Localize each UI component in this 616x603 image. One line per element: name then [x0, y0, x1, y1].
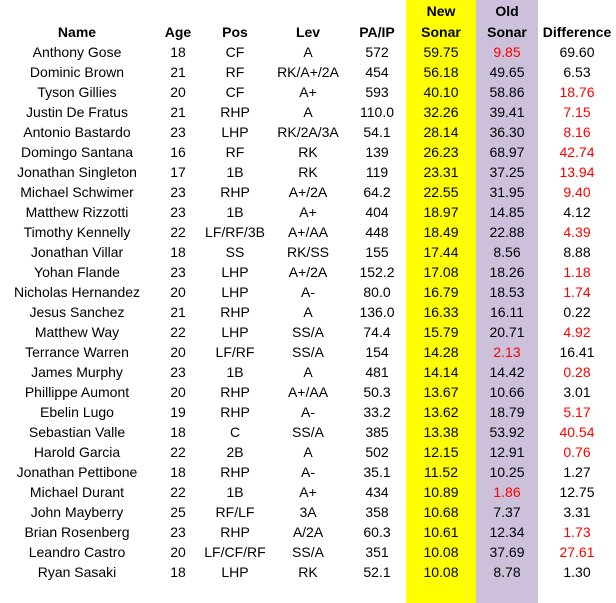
cell-lev: RK/A+/2A: [277, 64, 339, 80]
cell-age: 18: [170, 424, 186, 440]
cell-new-sonar: 22.55: [423, 184, 459, 200]
cell-difference: 1.18: [563, 264, 591, 280]
cell-pa-ip: 64.2: [363, 184, 391, 200]
cell-difference: 1.73: [563, 524, 591, 540]
cell-difference: 8.16: [563, 124, 591, 140]
cell-name: Timothy Kennelly: [23, 224, 131, 240]
header-new-bottom: Sonar: [421, 24, 461, 40]
cell-new-sonar: 10.08: [423, 564, 459, 580]
cell-old-sonar: 16.11: [490, 304, 524, 320]
cell-name: Leandro Castro: [28, 544, 126, 560]
cell-name: Michael Schwimer: [20, 184, 134, 200]
cell-age: 18: [170, 44, 186, 60]
cell-new-sonar: 17.44: [423, 244, 459, 260]
cell-name: Matthew Rizzotti: [25, 204, 129, 220]
cell-pos: 2B: [226, 444, 244, 460]
cell-age: 22: [170, 224, 186, 240]
cell-pos: LHP: [221, 264, 249, 280]
cell-pos: LF/RF: [215, 344, 255, 360]
table-row: [0, 442, 616, 462]
cell-lev: A: [303, 44, 313, 60]
cell-age: 22: [170, 324, 186, 340]
table-row: [0, 462, 616, 482]
cell-old-sonar: 18.26: [489, 264, 525, 280]
table-row: [0, 322, 616, 342]
cell-pa-ip: 154: [365, 344, 389, 360]
table-row: [0, 382, 616, 402]
cell-age: 21: [170, 104, 186, 120]
cell-pa-ip: 572: [365, 44, 389, 60]
table-row: [0, 302, 616, 322]
cell-name: Jonathan Villar: [30, 244, 124, 260]
cell-lev: 3A: [299, 504, 317, 520]
cell-name: Justin De Fratus: [26, 104, 128, 120]
cell-name: Yohan Flande: [34, 264, 120, 280]
cell-old-sonar: 12.91: [489, 444, 525, 460]
cell-difference: 1.27: [563, 464, 591, 480]
cell-lev: RK: [298, 144, 318, 160]
cell-pos: RHP: [220, 104, 250, 120]
cell-pa-ip: 35.1: [363, 464, 391, 480]
cell-new-sonar: 17.08: [423, 264, 459, 280]
cell-difference: 3.01: [563, 384, 591, 400]
cell-pos: LHP: [221, 284, 249, 300]
cell-new-sonar: 14.14: [423, 364, 459, 380]
cell-age: 18: [170, 464, 186, 480]
cell-old-sonar: 7.37: [493, 504, 521, 520]
cell-pos: RHP: [220, 464, 250, 480]
cell-pa-ip: 54.1: [363, 124, 391, 140]
cell-name: Jonathan Pettibone: [16, 464, 138, 480]
cell-new-sonar: 14.28: [423, 344, 459, 360]
cell-pa-ip: 119: [365, 164, 389, 180]
cell-pa-ip: 74.4: [363, 324, 391, 340]
cell-name: Michael Durant: [29, 484, 125, 500]
cell-lev: A+/2A: [288, 264, 328, 280]
cell-new-sonar: 28.14: [423, 124, 459, 140]
cell-pos: C: [229, 424, 241, 440]
cell-difference: 0.22: [563, 304, 591, 320]
cell-pos: RF: [225, 64, 245, 80]
cell-age: 22: [170, 484, 186, 500]
table-row: [0, 482, 616, 502]
cell-new-sonar: 13.67: [423, 384, 459, 400]
cell-age: 23: [170, 184, 186, 200]
cell-difference: 1.74: [563, 284, 591, 300]
cell-name: Jonathan Singleton: [17, 164, 137, 180]
cell-new-sonar: 18.49: [423, 224, 459, 240]
table-row: [0, 502, 616, 522]
cell-pa-ip: 434: [365, 484, 389, 500]
cell-difference: 8.88: [563, 244, 591, 260]
cell-new-sonar: 16.79: [423, 284, 459, 300]
cell-old-sonar: 53.92: [489, 424, 525, 440]
table-row: [0, 222, 616, 242]
table-row: [0, 522, 616, 542]
cell-age: 20: [170, 344, 186, 360]
cell-lev: A+/AA: [287, 384, 329, 400]
header-difference: Difference: [542, 24, 612, 40]
cell-name: John Mayberry: [30, 504, 124, 520]
cell-pa-ip: 358: [365, 504, 389, 520]
cell-difference: 9.40: [563, 184, 591, 200]
cell-old-sonar: 36.30: [489, 124, 525, 140]
cell-old-sonar: 14.85: [489, 204, 525, 220]
cell-pos: RHP: [220, 524, 250, 540]
cell-pa-ip: 139: [365, 144, 389, 160]
cell-name: Brian Rosenberg: [24, 524, 130, 540]
cell-pos: RHP: [220, 304, 250, 320]
cell-age: 18: [170, 564, 186, 580]
cell-old-sonar: 18.79: [489, 404, 525, 420]
cell-name: Tyson Gillies: [37, 84, 117, 100]
cell-new-sonar: 23.31: [423, 164, 459, 180]
table-row: [0, 562, 616, 582]
cell-pos: RHP: [220, 384, 250, 400]
cell-pos: SS: [225, 244, 245, 260]
cell-new-sonar: 11.52: [424, 464, 458, 480]
cell-lev: SS/A: [292, 424, 324, 440]
cell-lev: A: [303, 444, 313, 460]
table-row: [0, 542, 616, 562]
cell-new-sonar: 10.08: [423, 544, 459, 560]
cell-lev: A: [303, 364, 313, 380]
cell-difference: 4.92: [563, 324, 591, 340]
cell-age: 20: [170, 544, 186, 560]
cell-pos: RF/LF: [215, 504, 255, 520]
cell-name: Antonio Bastardo: [23, 124, 131, 140]
header-old-bottom: Sonar: [487, 24, 527, 40]
cell-age: 23: [170, 204, 186, 220]
cell-old-sonar: 18.53: [489, 284, 525, 300]
cell-lev: RK: [298, 164, 318, 180]
cell-old-sonar: 22.88: [489, 224, 525, 240]
cell-lev: A-: [301, 464, 315, 480]
cell-lev: A: [303, 304, 313, 320]
cell-difference: 4.12: [563, 204, 591, 220]
cell-difference: 4.39: [563, 224, 591, 240]
cell-old-sonar: 58.86: [489, 84, 525, 100]
cell-name: Terrance Warren: [25, 344, 129, 360]
cell-pa-ip: 593: [365, 84, 389, 100]
cell-new-sonar: 26.23: [423, 144, 459, 160]
cell-name: Anthony Gose: [32, 44, 122, 60]
table-row: [0, 182, 616, 202]
cell-difference: 0.76: [563, 444, 591, 460]
table-row: [0, 82, 616, 102]
cell-pos: 1B: [226, 204, 244, 220]
cell-pos: 1B: [226, 164, 244, 180]
cell-pos: LHP: [221, 124, 249, 140]
table-row: [0, 282, 616, 302]
cell-old-sonar: 2.13: [493, 344, 521, 360]
cell-pa-ip: 110.0: [360, 104, 394, 120]
header-new-top: New: [426, 3, 456, 19]
cell-pos: 1B: [226, 484, 244, 500]
cell-new-sonar: 16.33: [423, 304, 459, 320]
cell-age: 23: [170, 264, 186, 280]
cell-new-sonar: 13.38: [423, 424, 459, 440]
cell-pa-ip: 385: [365, 424, 389, 440]
cell-new-sonar: 15.79: [423, 324, 459, 340]
cell-pos: RHP: [220, 404, 250, 420]
table-header: [0, 0, 616, 42]
cell-age: 20: [170, 84, 186, 100]
cell-age: 23: [170, 364, 186, 380]
cell-new-sonar: 10.89: [423, 484, 459, 500]
table-row: [0, 122, 616, 142]
table-row: [0, 102, 616, 122]
cell-old-sonar: 14.42: [489, 364, 525, 380]
cell-difference: 5.17: [563, 404, 591, 420]
table-row: [0, 262, 616, 282]
cell-name: Dominic Brown: [29, 64, 125, 80]
cell-age: 20: [170, 284, 186, 300]
cell-age: 17: [170, 164, 186, 180]
cell-difference: 27.61: [559, 544, 595, 560]
cell-lev: SS/A: [292, 544, 324, 560]
cell-difference: 12.75: [559, 484, 595, 500]
cell-pos: LF/RF/3B: [205, 224, 265, 240]
cell-lev: A-: [301, 284, 315, 300]
cell-old-sonar: 8.56: [493, 244, 521, 260]
cell-name: Phillippe Aumont: [24, 384, 130, 400]
cell-difference: 18.76: [559, 84, 595, 100]
cell-name: Sebastian Valle: [28, 424, 126, 440]
cell-lev: A+: [299, 484, 317, 500]
cell-age: 21: [170, 304, 186, 320]
cell-difference: 13.94: [559, 164, 595, 180]
cell-lev: SS/A: [292, 344, 324, 360]
cell-new-sonar: 18.97: [423, 204, 459, 220]
cell-pa-ip: 60.3: [363, 524, 391, 540]
cell-age: 25: [170, 504, 186, 520]
cell-old-sonar: 12.34: [489, 524, 525, 540]
table-row: [0, 62, 616, 82]
cell-difference: 7.15: [563, 104, 591, 120]
cell-difference: 1.30: [563, 564, 591, 580]
table-row: [0, 422, 616, 442]
cell-age: 22: [170, 444, 186, 460]
cell-difference: 16.41: [559, 344, 595, 360]
cell-name: Ebelin Lugo: [40, 404, 114, 420]
cell-name: Ryan Sasaki: [37, 564, 117, 580]
cell-pa-ip: 502: [365, 444, 389, 460]
table-body: [0, 42, 616, 582]
cell-new-sonar: 10.68: [423, 504, 459, 520]
cell-pos: 1B: [226, 364, 244, 380]
cell-name: James Murphy: [31, 364, 123, 380]
cell-lev: SS/A: [292, 324, 324, 340]
cell-old-sonar: 31.95: [489, 184, 525, 200]
table-row: [0, 202, 616, 222]
table-row: [0, 402, 616, 422]
cell-difference: 3.31: [563, 504, 591, 520]
cell-pa-ip: 481: [365, 364, 389, 380]
cell-old-sonar: 10.66: [489, 384, 525, 400]
cell-difference: 0.28: [563, 364, 591, 380]
table-row: [0, 142, 616, 162]
cell-old-sonar: 9.85: [493, 44, 521, 60]
cell-new-sonar: 10.61: [423, 524, 459, 540]
cell-pos: RF: [225, 144, 245, 160]
cell-name: Jesus Sanchez: [29, 304, 125, 320]
cell-pos: CF: [225, 44, 245, 60]
cell-old-sonar: 37.69: [489, 544, 525, 560]
cell-age: 23: [170, 124, 186, 140]
cell-name: Matthew Way: [34, 324, 120, 340]
cell-pos: LF/CF/RF: [204, 544, 266, 560]
header-pos: Pos: [222, 24, 248, 40]
cell-difference: 40.54: [559, 424, 595, 440]
cell-difference: 69.60: [559, 44, 595, 60]
cell-age: 21: [170, 64, 186, 80]
cell-new-sonar: 32.26: [423, 104, 459, 120]
cell-name: Nicholas Hernandez: [13, 284, 141, 300]
table-row: [0, 162, 616, 182]
cell-pa-ip: 80.0: [363, 284, 391, 300]
header-name: Name: [57, 24, 97, 40]
cell-pa-ip: 152.2: [359, 264, 395, 280]
header-age: Age: [164, 24, 192, 40]
table-row: [0, 362, 616, 382]
header-old-top: Old: [495, 3, 519, 19]
cell-pa-ip: 404: [365, 204, 389, 220]
table-row: [0, 342, 616, 362]
header-pa-ip: PA/IP: [359, 24, 395, 40]
cell-old-sonar: 1.86: [493, 484, 521, 500]
cell-lev: RK/SS: [286, 244, 329, 260]
cell-pa-ip: 155: [365, 244, 389, 260]
cell-old-sonar: 68.97: [489, 144, 525, 160]
cell-pos: LHP: [221, 324, 249, 340]
cell-pa-ip: 454: [365, 64, 389, 80]
cell-pos: LHP: [221, 564, 249, 580]
cell-old-sonar: 39.41: [489, 104, 525, 120]
cell-lev: A-: [301, 404, 315, 420]
cell-lev: A+: [299, 204, 317, 220]
cell-new-sonar: 13.62: [423, 404, 459, 420]
cell-old-sonar: 37.25: [489, 164, 525, 180]
cell-lev: A/2A: [292, 524, 324, 540]
cell-name: Harold Garcia: [33, 444, 121, 460]
header-lev: Lev: [295, 24, 321, 40]
cell-pa-ip: 351: [365, 544, 389, 560]
cell-old-sonar: 8.78: [493, 564, 521, 580]
cell-pa-ip: 52.1: [363, 564, 391, 580]
cell-old-sonar: 49.65: [489, 64, 525, 80]
cell-pos: RHP: [220, 184, 250, 200]
cell-old-sonar: 20.71: [489, 324, 525, 340]
cell-new-sonar: 56.18: [423, 64, 459, 80]
cell-new-sonar: 12.15: [423, 444, 459, 460]
cell-age: 16: [170, 144, 186, 160]
cell-new-sonar: 40.10: [423, 84, 459, 100]
cell-pa-ip: 136.0: [359, 304, 395, 320]
cell-new-sonar: 59.75: [423, 44, 459, 60]
cell-lev: A+: [299, 84, 317, 100]
cell-pa-ip: 448: [365, 224, 389, 240]
cell-difference: 42.74: [559, 144, 595, 160]
table-row: [0, 42, 616, 62]
cell-name: Domingo Santana: [20, 144, 134, 160]
cell-age: 18: [170, 244, 186, 260]
cell-pos: CF: [225, 84, 245, 100]
cell-lev: RK/2A/3A: [277, 124, 339, 140]
cell-lev: RK: [298, 564, 318, 580]
cell-age: 19: [170, 404, 186, 420]
cell-pa-ip: 33.2: [363, 404, 391, 420]
cell-difference: 6.53: [563, 64, 591, 80]
cell-old-sonar: 10.25: [489, 464, 525, 480]
cell-pa-ip: 50.3: [363, 384, 391, 400]
cell-lev: A: [303, 104, 313, 120]
cell-lev: A+/AA: [287, 224, 329, 240]
cell-age: 20: [170, 384, 186, 400]
cell-lev: A+/2A: [288, 184, 328, 200]
table-row: [0, 242, 616, 262]
cell-age: 23: [170, 524, 186, 540]
